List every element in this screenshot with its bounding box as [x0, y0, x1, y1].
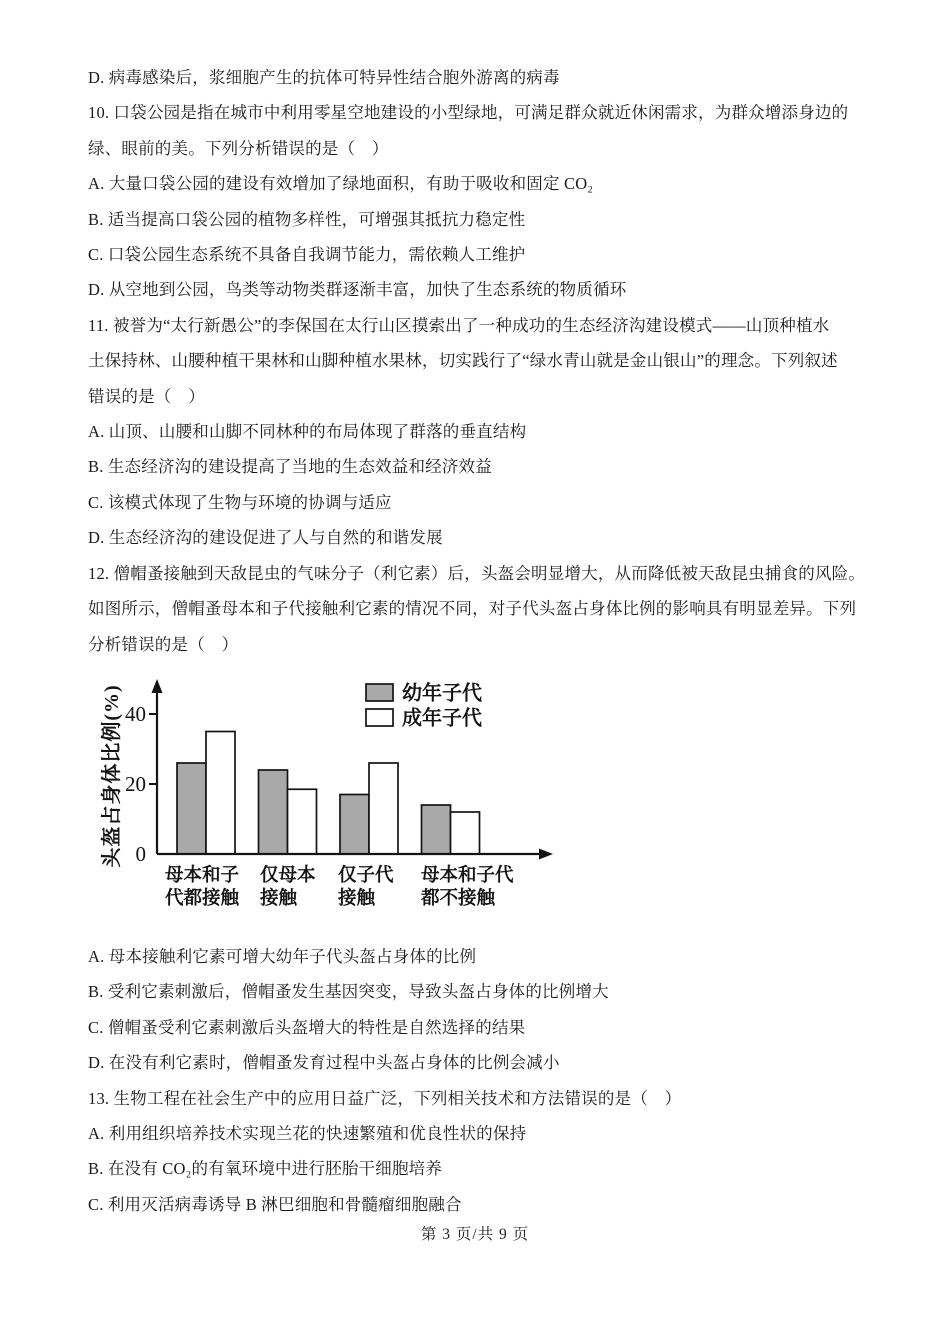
text-line: 12. 僧帽蚤接触到天敌昆虫的气味分子（利它素）后，头盔会明显增大，从而降低被天敌昆虫捕食的风险。	[88, 563, 866, 583]
x-category-label: 母本和子代	[421, 865, 514, 886]
text-line: 13. 生物工程在社会生产中的应用日益广泛，下列相关技术和方法错误的是（ ）	[88, 1088, 682, 1108]
text-line: D. 在没有利它素时，僧帽蚤发育过程中头盔占身体的比例会减小	[88, 1053, 560, 1073]
text-line: B. 生态经济沟的建设提高了当地的生态效益和经济效益	[88, 457, 492, 477]
x-category-label: 都不接触	[421, 888, 496, 909]
x-category-label: 仅母本	[260, 865, 316, 886]
bar	[422, 805, 451, 854]
text-line: C. 该模式体现了生物与环境的协调与适应	[88, 492, 392, 512]
y-tick-label: 20	[125, 771, 146, 796]
text-line: 错误的是（ ）	[88, 386, 205, 406]
question-12-figure	[94, 676, 880, 939]
legend-swatch	[366, 709, 393, 726]
text-line: A. 母本接触利它素可增大幼年子代头盔占身体的比例	[88, 946, 477, 966]
x-category-label: 母本和子	[165, 865, 240, 886]
bar	[177, 763, 206, 854]
text-line: B. 受利它素刺激后，僧帽蚤发生基因突变，导致头盔占身体的比例增大	[88, 982, 609, 1002]
text-line: D. 从空地到公园，鸟类等动物类群逐渐丰富，加快了生态系统的物质循环	[88, 280, 627, 300]
y-axis-arrow-icon	[152, 679, 163, 693]
bar	[259, 770, 288, 854]
lines-before-chart	[88, 60, 880, 662]
text-line: B. 适当提高口袋公园的植物多样性，可增强其抵抗力稳定性	[88, 209, 526, 229]
bar	[451, 812, 480, 854]
text-line: A. 大量口袋公园的建设有效增加了绿地面积，有助于吸收和固定 CO₂	[88, 174, 594, 194]
text-line: 10. 口袋公园是指在城市中利用零星空地建设的小型绿地，可满足群众就近休闲需求，为群众增添身边的	[88, 103, 849, 123]
x-axis-arrow-icon	[539, 848, 553, 859]
bar	[288, 789, 317, 854]
text-line: 11. 被誉为“太行新愚公”的李保国在太行山区摸索出了一种成功的生态经济沟建设模式——山顶种植水	[88, 315, 830, 335]
text-line: 如图所示，僧帽蚤母本和子代接触利它素的情况不同，对子代头盔占身体比例的影响具有明显差异。下列	[88, 599, 857, 619]
bar	[340, 794, 369, 854]
x-category-label: 代都接触	[165, 888, 240, 909]
legend-label: 幼年子代	[402, 682, 482, 705]
text-line: D. 病毒感染后，浆细胞产生的抗体可特异性结合胞外游离的病毒	[88, 68, 560, 87]
y-axis-label: 头盔占身体比例(%)	[101, 684, 123, 868]
text-line: A. 山顶、山腰和山脚不同林种的布局体现了群落的垂直结构	[88, 422, 527, 442]
page-footer: 第 3 页/共 9 页	[420, 1226, 530, 1243]
bar-chart	[94, 676, 564, 934]
text-line: D. 生态经济沟的建设促进了人与自然的和谐发展	[88, 528, 443, 548]
y-tick-label: 0	[135, 841, 146, 866]
legend-swatch	[366, 684, 393, 701]
x-category-label: 接触	[260, 888, 298, 909]
text-line: C. 僧帽蚤受利它素刺激后头盔增大的特性是自然选择的结果	[88, 1017, 526, 1037]
text-line: C. 口袋公园生态系统不具备自我调节能力，需依赖人工维护	[88, 245, 526, 265]
text-line: A. 利用组织培养技术实现兰花的快速繁殖和优良性状的保持	[88, 1123, 527, 1143]
legend-label: 成年子代	[402, 707, 482, 730]
lines-after-chart	[88, 939, 880, 1222]
y-tick-label: 40	[125, 701, 146, 726]
text-line: 土保持林、山腰种植干果林和山脚种植水果林，切实践行了“绿水青山就是金山银山”的理念。下列叙述	[88, 351, 838, 371]
text-line: B. 在没有 CO₂的有氧环境中进行胚胎干细胞培养	[88, 1159, 443, 1179]
text-line: 分析错误的是（ ）	[88, 634, 239, 654]
text-line: C. 利用灭活病毒诱导 B 淋巴细胞和骨髓瘤细胞融合	[88, 1194, 462, 1214]
x-category-label: 接触	[338, 888, 376, 909]
x-category-label: 仅子代	[338, 865, 394, 886]
text-line: 绿、眼前的美。下列分析错误的是（ ）	[88, 138, 389, 158]
bar	[206, 731, 235, 854]
bar	[369, 763, 398, 854]
